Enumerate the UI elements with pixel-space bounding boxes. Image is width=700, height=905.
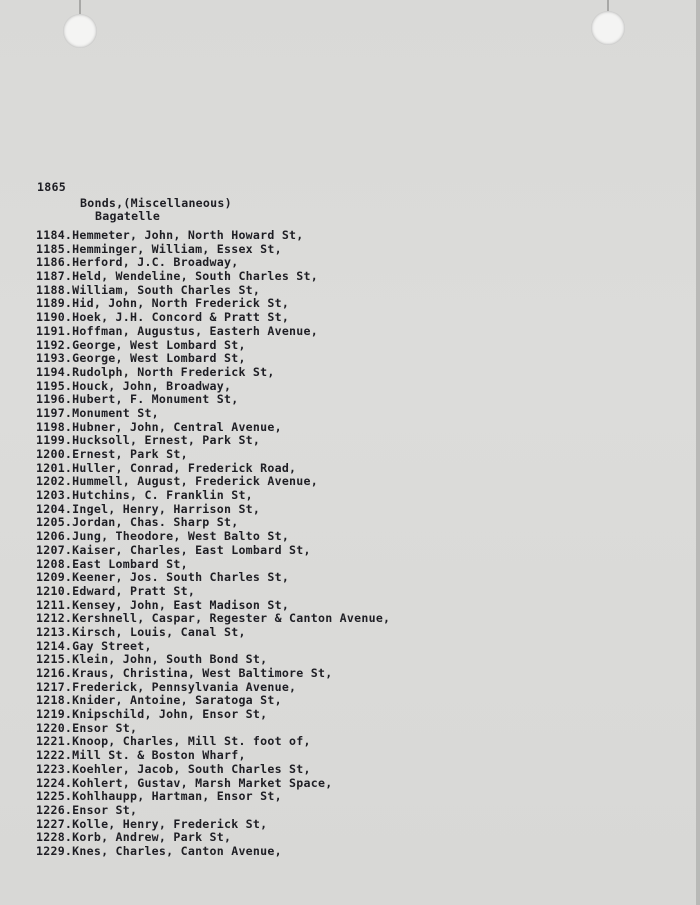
list-item [36,607,391,626]
entry-number: 1197. [36,405,73,420]
entry-number: 1210. [36,583,73,598]
entry-number: 1228. [36,830,73,845]
entry-text: Hubner, John, Central Avenue, [72,419,282,434]
entry-text: Rudolph, North Frederick St, [72,364,275,379]
list-item [36,799,390,817]
entry-text: East Lombard St, [72,556,188,571]
list-item [36,785,390,804]
entry-number: 1192. [36,337,73,352]
list-item [36,498,390,516]
list-item [36,772,390,790]
list-item [36,470,390,489]
entry-text: Mill St. & Boston Wharf, [72,748,246,763]
list-item [36,662,390,680]
entry-text: Houck, John, Broadway, [72,378,232,393]
entry-text: Kershnell, Caspar, Regester & Canton Avenue, [72,611,391,626]
entry-text: Hutchins, C. Franklin St, [72,488,253,503]
list-item [36,320,390,338]
list-item [36,375,390,393]
entry-number: 1212. [36,611,73,626]
list-item [36,525,390,544]
entry-text: Knider, Antoine, Saratoga St, [72,693,282,708]
entry-number: 1229. [36,843,73,858]
entry-text: Klein, John, South Bond St, [72,652,268,667]
entry-number: 1204. [36,501,73,516]
entry-text: George, West Lombard St, [72,351,246,366]
entry-text: Hid, John, North Frederick St, [72,296,290,311]
entry-text: Hummell, August, Frederick Avenue, [72,474,318,489]
entry-number: 1224. [36,775,73,790]
entry-number: 1184. [36,228,73,242]
entry-text: Gay Street, [72,638,152,653]
entry-text: Monument St, [72,405,159,420]
list-item [36,730,390,749]
entry-text: Hemminger, William, Essex St, [72,241,282,256]
entry-number: 1203. [36,488,73,503]
entry-text: Kohlert, Gustav, Marsh Market Space, [72,775,333,790]
entry-number: 1217. [36,679,73,694]
list-item [36,689,390,708]
entry-text: Edward, Pratt St, [72,583,196,598]
list-item [36,840,390,858]
entry-text: Hoek, J.H. Concord & Pratt St, [72,310,290,325]
list-item [36,429,390,448]
entry-text: Ernest, Park St, [72,447,188,461]
entry-text: Kaiser, Charles, East Lombard St, [72,542,311,557]
entry-number: 1227. [36,816,73,831]
entry-number: 1211. [36,597,73,612]
entry-number: 1188. [36,282,73,297]
entry-number: 1189. [36,296,73,311]
binder-crease-left [79,0,81,14]
list-item [36,594,390,612]
entry-text: Held, Wendeline, South Charles St, [72,269,318,284]
entry-number: 1219. [36,707,73,722]
list-item [36,744,390,763]
list-item [36,621,390,639]
entry-number: 1208. [36,556,73,571]
entry-text: Kohlhaupp, Hartman, Ensor St, [72,789,282,804]
entry-text: Herford, J.C. Broadway, [72,255,239,270]
entry-number: 1215. [36,652,73,667]
list-item [36,388,390,407]
entry-number: 1195. [36,378,73,393]
entry-text: Huller, Conrad, Frederick Road, [72,460,297,475]
entry-list [36,224,391,858]
entry-text: Korb, Andrew, Park St, [72,830,232,845]
entry-number: 1226. [36,802,73,817]
entry-number: 1194. [36,364,73,379]
entry-text: Knoop, Charles, Mill St. foot of, [72,734,311,749]
entry-text: Frederick, Pennsylvania Avenue, [72,679,297,694]
entry-number: 1220. [36,720,73,735]
entry-text: Knipschild, John, Ensor St, [72,707,268,722]
list-item [36,580,390,598]
entry-text: Knes, Charles, Canton Avenue, [72,843,282,858]
list-item [36,648,390,667]
entry-number: 1213. [36,624,73,639]
entry-number: 1223. [36,761,73,776]
list-item [36,251,390,270]
entry-number: 1202. [36,474,73,489]
entry-number: 1193. [36,351,73,366]
entry-number: 1190. [36,310,73,325]
punch-hole-left [63,14,97,48]
list-item [36,717,390,735]
list-item [36,402,390,420]
entry-text: William, South Charles St, [72,282,261,297]
document-subheading: Bagatelle [95,209,161,223]
entry-number: 1191. [36,323,73,338]
entry-number: 1200. [36,447,73,461]
list-item [36,347,390,366]
page-edge [696,0,700,905]
list-item [36,484,390,503]
entry-text: Kraus, Christina, West Baltimore St, [72,666,333,680]
entry-number: 1187. [36,269,73,284]
entry-number: 1198. [36,419,73,434]
list-item [36,279,390,297]
entry-text: Kensey, John, East Madison St, [72,597,290,612]
list-item [36,539,390,557]
list-item [36,224,390,242]
entry-text: Koehler, Jacob, South Charles St, [72,761,311,776]
list-item [36,457,390,475]
entry-text: Jung, Theodore, West Balto St, [72,529,290,544]
list-item [36,676,390,694]
list-item [36,826,390,845]
binder-crease-right [607,0,609,11]
entry-number: 1196. [36,392,73,407]
list-item [36,292,390,311]
list-item [36,553,390,571]
entry-number: 1207. [36,542,73,557]
list-item [36,813,390,831]
list-item [36,566,390,585]
list-item [36,265,390,284]
entry-text: Ensor St, [72,720,138,735]
entry-number: 1216. [36,666,73,680]
entry-number: 1221. [36,734,73,749]
list-item [36,703,390,722]
entry-number: 1199. [36,433,73,448]
entry-number: 1225. [36,789,73,804]
entry-text: Kirsch, Louis, Canal St, [72,624,246,639]
entry-number: 1186. [36,255,73,270]
entry-number: 1209. [36,570,73,585]
entry-number: 1205. [36,515,73,530]
entry-text: Ensor St, [72,802,138,817]
entry-text: Jordan, Chas. Sharp St, [72,515,239,530]
entry-number: 1218. [36,693,73,708]
list-item [36,238,390,256]
list-item [36,306,390,325]
list-item [36,361,390,379]
entry-text: Hemmeter, John, North Howard St, [72,228,304,242]
list-item [36,334,390,352]
entry-number: 1206. [36,529,73,544]
entry-text: Kolle, Henry, Frederick St, [72,816,268,831]
entry-text: Ingel, Henry, Harrison St, [72,501,261,516]
punch-hole-right [591,11,625,45]
entry-number: 1201. [36,460,73,475]
entry-number: 1214. [36,638,73,653]
entry-text: George, West Lombard St, [72,337,246,352]
entry-number: 1185. [36,241,73,256]
entry-text: Keener, Jos. South Charles St, [72,570,290,585]
document-heading: Bonds,(Miscellaneous) [80,196,232,210]
list-item [36,416,390,434]
entry-text: Hubert, F. Monument St, [72,392,239,407]
list-item [36,758,390,776]
entry-number: 1222. [36,748,73,763]
entry-text: Hucksoll, Ernest, Park St, [72,433,261,448]
document-year: 1865 [37,180,66,194]
entry-text: Hoffman, Augustus, Easterh Avenue, [72,323,318,338]
list-item [36,443,390,461]
list-item [36,635,390,653]
list-item [36,511,390,530]
